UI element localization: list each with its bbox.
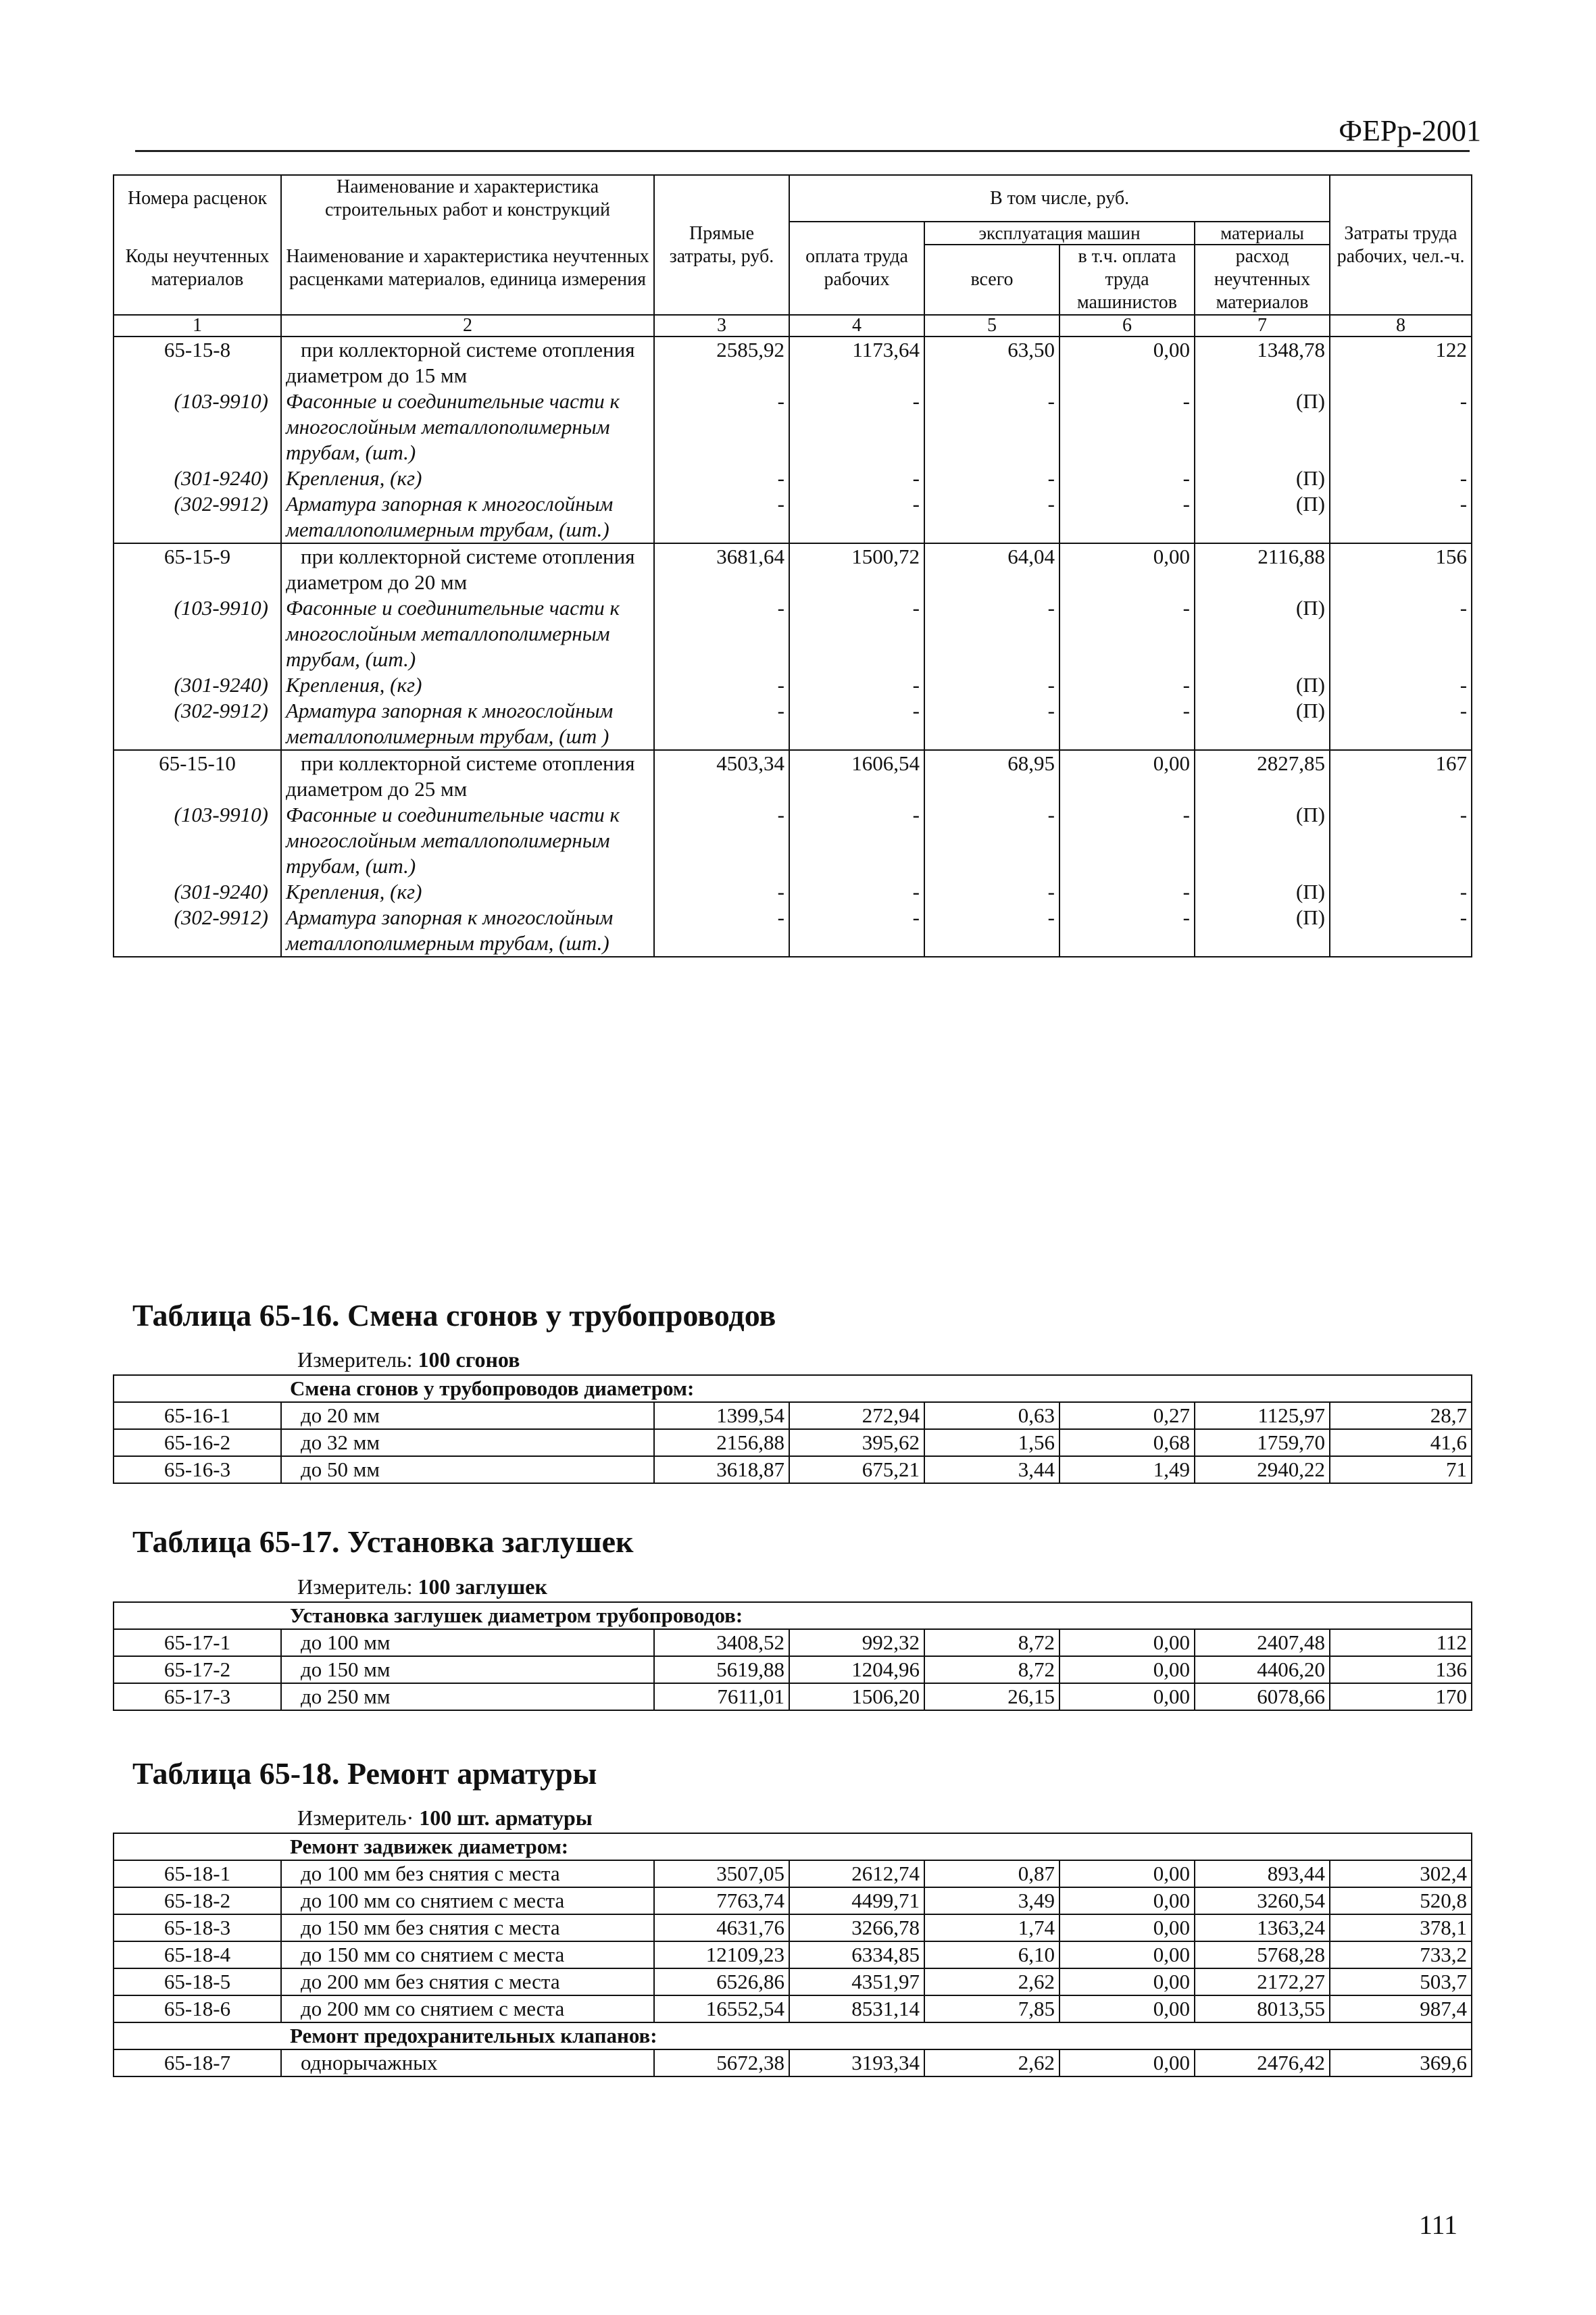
- header-total: всего: [924, 245, 1059, 315]
- table-row: [114, 491, 1472, 543]
- labor-pay-cell: 6334,85: [789, 1941, 924, 1968]
- code-cell: 65-15-10: [114, 750, 281, 802]
- materials-cell: 4406,20: [1195, 1656, 1330, 1683]
- labor-hours-cell: 41,6: [1330, 1429, 1472, 1456]
- table-row: [114, 1456, 1472, 1483]
- materials-cell: (П): [1195, 466, 1330, 491]
- table-65-17-title: Таблица 65-17. Установка заглушек: [132, 1524, 634, 1559]
- table-65-18: [113, 1833, 1472, 2077]
- code-cell: 65-15-9: [114, 543, 281, 595]
- materials-cell: 893,44: [1195, 1860, 1330, 1887]
- labor-pay-cell: 1506,20: [789, 1683, 924, 1710]
- operator-pay-cell: 0,00: [1059, 750, 1195, 802]
- name-cell: при коллекторной системе отопления диаметром до 15 мм: [281, 337, 654, 389]
- materials-cell: 6078,66: [1195, 1683, 1330, 1710]
- labor-hours-cell: -: [1330, 672, 1472, 698]
- direct-cost-cell: 5672,38: [654, 2049, 789, 2076]
- machines-cell: 6,10: [924, 1941, 1059, 1968]
- table-row: [114, 1860, 1472, 1887]
- table-65-17-meter: Измеритель: 100 заглушек: [297, 1574, 547, 1599]
- labor-hours-cell: -: [1330, 879, 1472, 905]
- direct-cost-cell: 7763,74: [654, 1887, 789, 1914]
- header-labor-pay: оплата труда рабочих: [789, 222, 924, 315]
- table-row: [114, 879, 1472, 905]
- table-row: [114, 1656, 1472, 1683]
- name-cell: до 150 мм со снятием с места: [281, 1941, 654, 1968]
- materials-cell: 3260,54: [1195, 1887, 1330, 1914]
- direct-cost-cell: 3408,52: [654, 1629, 789, 1656]
- labor-pay-cell: 8531,14: [789, 1995, 924, 2022]
- labor-hours-cell: 369,6: [1330, 2049, 1472, 2076]
- name-cell: Крепления, (кг): [281, 466, 654, 491]
- operator-pay-cell: 0,00: [1059, 337, 1195, 389]
- labor-pay-cell: 395,62: [789, 1429, 924, 1456]
- header-materials: материалы: [1195, 222, 1330, 245]
- direct-cost-cell: -: [654, 389, 789, 466]
- column-number: 1: [114, 315, 281, 337]
- column-number: 3: [654, 315, 789, 337]
- operator-pay-cell: 0,00: [1059, 1887, 1195, 1914]
- labor-pay-cell: -: [789, 491, 924, 543]
- direct-cost-cell: 3507,05: [654, 1860, 789, 1887]
- operator-pay-cell: 0,00: [1059, 2049, 1195, 2076]
- operator-pay-cell: 1,49: [1059, 1456, 1195, 1483]
- labor-hours-cell: 733,2: [1330, 1941, 1472, 1968]
- labor-pay-cell: -: [789, 802, 924, 879]
- table-row: [114, 389, 1472, 466]
- operator-pay-cell: -: [1059, 595, 1195, 672]
- labor-hours-cell: -: [1330, 905, 1472, 957]
- materials-cell: 2116,88: [1195, 543, 1330, 595]
- name-cell: до 20 мм: [281, 1402, 654, 1429]
- machines-cell: 3,44: [924, 1456, 1059, 1483]
- table-row: [114, 802, 1472, 879]
- table-row: [114, 543, 1472, 595]
- code-cell: 65-17-3: [114, 1683, 281, 1710]
- header-machines: эксплуатация машин: [924, 222, 1195, 245]
- section-header-row: [114, 1375, 1472, 1402]
- direct-cost-cell: 7611,01: [654, 1683, 789, 1710]
- name-cell: Крепления, (кг): [281, 672, 654, 698]
- labor-hours-cell: 503,7: [1330, 1968, 1472, 1995]
- direct-cost-cell: -: [654, 905, 789, 957]
- machines-cell: -: [924, 672, 1059, 698]
- code-cell: 65-17-1: [114, 1629, 281, 1656]
- machines-cell: 3,49: [924, 1887, 1059, 1914]
- operator-pay-cell: -: [1059, 698, 1195, 750]
- header-name2: Наименование и характеристика неучтенных расценками материалов, единица измерения: [281, 222, 654, 315]
- machines-cell: 7,85: [924, 1995, 1059, 2022]
- machines-cell: -: [924, 466, 1059, 491]
- name-cell: Крепления, (кг): [281, 879, 654, 905]
- labor-pay-cell: 4499,71: [789, 1887, 924, 1914]
- materials-cell: 8013,55: [1195, 1995, 1330, 2022]
- operator-pay-cell: 0,00: [1059, 1629, 1195, 1656]
- labor-pay-cell: 2612,74: [789, 1860, 924, 1887]
- materials-cell: 1759,70: [1195, 1429, 1330, 1456]
- direct-cost-cell: 3681,64: [654, 543, 789, 595]
- labor-pay-cell: 3193,34: [789, 2049, 924, 2076]
- column-numbers-row: [114, 315, 1472, 337]
- section-header: Смена сгонов у трубопроводов диаметром:: [114, 1375, 1472, 1402]
- machines-cell: -: [924, 879, 1059, 905]
- code-cell: (103-9910): [114, 389, 281, 466]
- code-cell: 65-18-1: [114, 1860, 281, 1887]
- labor-pay-cell: -: [789, 698, 924, 750]
- header-rule: [135, 150, 1470, 152]
- code-cell: (301-9240): [114, 879, 281, 905]
- section-header-row: [114, 2022, 1472, 2049]
- column-number: 6: [1059, 315, 1195, 337]
- table-row: [114, 750, 1472, 802]
- name-cell: однорычажных: [281, 2049, 654, 2076]
- materials-cell: 2476,42: [1195, 2049, 1330, 2076]
- name-cell: до 200 мм со снятием с места: [281, 1995, 654, 2022]
- machines-cell: -: [924, 905, 1059, 957]
- labor-pay-cell: -: [789, 389, 924, 466]
- table-65-16-title: Таблица 65-16. Смена сгонов у трубопроводов: [132, 1298, 776, 1333]
- table-row: [114, 1402, 1472, 1429]
- labor-hours-cell: 170: [1330, 1683, 1472, 1710]
- materials-cell: (П): [1195, 802, 1330, 879]
- materials-cell: 1363,24: [1195, 1914, 1330, 1941]
- table-row: [114, 672, 1472, 698]
- code-cell: 65-18-3: [114, 1914, 281, 1941]
- name-cell: до 100 мм без снятия с места: [281, 1860, 654, 1887]
- machines-cell: -: [924, 698, 1059, 750]
- direct-cost-cell: -: [654, 802, 789, 879]
- direct-cost-cell: 2585,92: [654, 337, 789, 389]
- header-direct-costs: Прямые затраты, руб.: [654, 175, 789, 315]
- code-cell: (103-9910): [114, 595, 281, 672]
- direct-cost-cell: -: [654, 466, 789, 491]
- operator-pay-cell: 0,00: [1059, 1860, 1195, 1887]
- header-including: В том числе, руб.: [789, 175, 1330, 222]
- operator-pay-cell: 0,00: [1059, 1656, 1195, 1683]
- machines-cell: 2,62: [924, 1968, 1059, 1995]
- direct-cost-cell: -: [654, 879, 789, 905]
- labor-pay-cell: 1500,72: [789, 543, 924, 595]
- operator-pay-cell: -: [1059, 879, 1195, 905]
- machines-cell: 8,72: [924, 1656, 1059, 1683]
- direct-cost-cell: 2156,88: [654, 1429, 789, 1456]
- machines-cell: 68,95: [924, 750, 1059, 802]
- labor-hours-cell: 156: [1330, 543, 1472, 595]
- table-65-18-title: Таблица 65-18. Ремонт арматуры: [132, 1756, 597, 1791]
- direct-cost-cell: 12109,23: [654, 1941, 789, 1968]
- operator-pay-cell: -: [1059, 389, 1195, 466]
- labor-hours-cell: -: [1330, 595, 1472, 672]
- operator-pay-cell: 0,00: [1059, 1683, 1195, 1710]
- materials-cell: 2172,27: [1195, 1968, 1330, 1995]
- name-cell: Фасонные и соединительные части к многослойным металлополимерным трубам, (шт.): [281, 595, 654, 672]
- name-cell: Фасонные и соединительные части к многослойным металлополимерным трубам, (шт.): [281, 802, 654, 879]
- labor-hours-cell: -: [1330, 802, 1472, 879]
- direct-cost-cell: -: [654, 595, 789, 672]
- name-cell: до 150 мм: [281, 1656, 654, 1683]
- materials-cell: 2407,48: [1195, 1629, 1330, 1656]
- name-cell: Фасонные и соединительные части к многослойным металлополимерным трубам, (шт.): [281, 389, 654, 466]
- page-number: 111: [1418, 2210, 1457, 2240]
- machines-cell: 26,15: [924, 1683, 1059, 1710]
- machines-cell: 64,04: [924, 543, 1059, 595]
- labor-pay-cell: 3266,78: [789, 1914, 924, 1941]
- code-cell: 65-17-2: [114, 1656, 281, 1683]
- name-cell: Арматура запорная к многослойным металлополимерным трубам, (шт.): [281, 491, 654, 543]
- labor-hours-cell: -: [1330, 466, 1472, 491]
- materials-cell: 2940,22: [1195, 1456, 1330, 1483]
- column-number: 8: [1330, 315, 1472, 337]
- table-row: [114, 337, 1472, 389]
- machines-cell: -: [924, 389, 1059, 466]
- header-number: Номера расценок: [114, 175, 281, 222]
- section-header: Ремонт задвижек диаметром:: [114, 1833, 1472, 1860]
- code-cell: (302-9912): [114, 905, 281, 957]
- code-cell: 65-18-4: [114, 1941, 281, 1968]
- code-cell: 65-18-2: [114, 1887, 281, 1914]
- direct-cost-cell: 16552,54: [654, 1995, 789, 2022]
- table-row: [114, 466, 1472, 491]
- code-cell: (301-9240): [114, 466, 281, 491]
- direct-cost-cell: 6526,86: [654, 1968, 789, 1995]
- labor-hours-cell: 987,4: [1330, 1995, 1472, 2022]
- labor-hours-cell: 71: [1330, 1456, 1472, 1483]
- direct-cost-cell: 3618,87: [654, 1456, 789, 1483]
- machines-cell: 63,50: [924, 337, 1059, 389]
- column-number: 7: [1195, 315, 1330, 337]
- labor-pay-cell: 675,21: [789, 1456, 924, 1483]
- materials-cell: (П): [1195, 879, 1330, 905]
- section-header: Установка заглушек диаметром трубопроводов:: [114, 1602, 1472, 1629]
- operator-pay-cell: 0,00: [1059, 543, 1195, 595]
- labor-hours-cell: 167: [1330, 750, 1472, 802]
- name-cell: до 100 мм со снятием с места: [281, 1887, 654, 1914]
- labor-pay-cell: 992,32: [789, 1629, 924, 1656]
- code-cell: 65-18-5: [114, 1968, 281, 1995]
- machines-cell: 1,56: [924, 1429, 1059, 1456]
- table-65-17: [113, 1601, 1472, 1711]
- main-rates-table: [113, 174, 1472, 957]
- labor-hours-cell: 112: [1330, 1629, 1472, 1656]
- column-number: 5: [924, 315, 1059, 337]
- header-codes: Коды неучтенных материалов: [114, 222, 281, 315]
- name-cell: до 100 мм: [281, 1629, 654, 1656]
- name-cell: Арматура запорная к многослойным металлополимерным трубам, (шт.): [281, 905, 654, 957]
- direct-cost-cell: -: [654, 491, 789, 543]
- operator-pay-cell: -: [1059, 491, 1195, 543]
- table-row: [114, 1429, 1472, 1456]
- code-cell: 65-16-1: [114, 1402, 281, 1429]
- machines-cell: -: [924, 491, 1059, 543]
- table-row: [114, 1683, 1472, 1710]
- code-cell: (301-9240): [114, 672, 281, 698]
- name-cell: до 150 мм без снятия с места: [281, 1914, 654, 1941]
- labor-hours-cell: -: [1330, 698, 1472, 750]
- operator-pay-cell: -: [1059, 802, 1195, 879]
- code-cell: 65-16-3: [114, 1456, 281, 1483]
- name-cell: до 32 мм: [281, 1429, 654, 1456]
- code-cell: (103-9910): [114, 802, 281, 879]
- materials-cell: (П): [1195, 491, 1330, 543]
- labor-pay-cell: -: [789, 595, 924, 672]
- code-cell: (302-9912): [114, 491, 281, 543]
- labor-pay-cell: -: [789, 905, 924, 957]
- header-mat-cost: расход неучтенных материалов: [1195, 245, 1330, 315]
- machines-cell: 8,72: [924, 1629, 1059, 1656]
- operator-pay-cell: 0,00: [1059, 1995, 1195, 2022]
- section-header-row: [114, 1602, 1472, 1629]
- name-cell: до 50 мм: [281, 1456, 654, 1483]
- column-number: 2: [281, 315, 654, 337]
- table-65-16: [113, 1374, 1472, 1484]
- labor-pay-cell: -: [789, 879, 924, 905]
- materials-cell: (П): [1195, 389, 1330, 466]
- labor-hours-cell: -: [1330, 491, 1472, 543]
- operator-pay-cell: 0,68: [1059, 1429, 1195, 1456]
- labor-hours-cell: 378,1: [1330, 1914, 1472, 1941]
- labor-pay-cell: -: [789, 466, 924, 491]
- machines-cell: -: [924, 802, 1059, 879]
- labor-hours-cell: 136: [1330, 1656, 1472, 1683]
- header-operator-pay: в т.ч. оплата труда машинистов: [1059, 245, 1195, 315]
- labor-hours-cell: 28,7: [1330, 1402, 1472, 1429]
- materials-cell: 1348,78: [1195, 337, 1330, 389]
- table-row: [114, 2049, 1472, 2076]
- name-cell: до 250 мм: [281, 1683, 654, 1710]
- labor-pay-cell: 1173,64: [789, 337, 924, 389]
- labor-hours-cell: 302,4: [1330, 1860, 1472, 1887]
- materials-cell: 2827,85: [1195, 750, 1330, 802]
- table-row: [114, 1914, 1472, 1941]
- labor-pay-cell: -: [789, 672, 924, 698]
- machines-cell: 0,87: [924, 1860, 1059, 1887]
- table-65-16-meter: Измеритель: 100 сгонов: [297, 1347, 520, 1372]
- operator-pay-cell: -: [1059, 466, 1195, 491]
- machines-cell: 0,63: [924, 1402, 1059, 1429]
- table-row: [114, 905, 1472, 957]
- table-row: [114, 1995, 1472, 2022]
- header-labor-hours: Затраты труда рабочих, чел.-ч.: [1330, 175, 1472, 315]
- section-header-row: [114, 1833, 1472, 1860]
- code-cell: 65-18-6: [114, 1995, 281, 2022]
- operator-pay-cell: 0,27: [1059, 1402, 1195, 1429]
- machines-cell: 1,74: [924, 1914, 1059, 1941]
- direct-cost-cell: 1399,54: [654, 1402, 789, 1429]
- labor-pay-cell: 4351,97: [789, 1968, 924, 1995]
- materials-cell: (П): [1195, 905, 1330, 957]
- direct-cost-cell: -: [654, 698, 789, 750]
- labor-pay-cell: 1204,96: [789, 1656, 924, 1683]
- machines-cell: 2,62: [924, 2049, 1059, 2076]
- operator-pay-cell: -: [1059, 672, 1195, 698]
- operator-pay-cell: 0,00: [1059, 1914, 1195, 1941]
- labor-pay-cell: 1606,54: [789, 750, 924, 802]
- table-row: [114, 595, 1472, 672]
- code-cell: (302-9912): [114, 698, 281, 750]
- materials-cell: 1125,97: [1195, 1402, 1330, 1429]
- labor-hours-cell: 122: [1330, 337, 1472, 389]
- operator-pay-cell: 0,00: [1059, 1941, 1195, 1968]
- operator-pay-cell: -: [1059, 905, 1195, 957]
- direct-cost-cell: -: [654, 672, 789, 698]
- code-cell: 65-18-7: [114, 2049, 281, 2076]
- materials-cell: (П): [1195, 672, 1330, 698]
- direct-cost-cell: 4631,76: [654, 1914, 789, 1941]
- table-row: [114, 1941, 1472, 1968]
- name-cell: при коллекторной системе отопления диаметром до 25 мм: [281, 750, 654, 802]
- document-code: ФЕРр-2001: [1339, 114, 1481, 147]
- header-name: Наименование и характеристика строительных работ и конструкций: [281, 175, 654, 222]
- materials-cell: (П): [1195, 595, 1330, 672]
- name-cell: при коллекторной системе отопления диаметром до 20 мм: [281, 543, 654, 595]
- name-cell: Арматура запорная к многослойным металлополимерным трубам, (шт ): [281, 698, 654, 750]
- materials-cell: (П): [1195, 698, 1330, 750]
- direct-cost-cell: 5619,88: [654, 1656, 789, 1683]
- table-row: [114, 1629, 1472, 1656]
- section-header: Ремонт предохранительных клапанов:: [114, 2022, 1472, 2049]
- column-number: 4: [789, 315, 924, 337]
- table-row: [114, 698, 1472, 750]
- labor-hours-cell: -: [1330, 389, 1472, 466]
- machines-cell: -: [924, 595, 1059, 672]
- table-row: [114, 1887, 1472, 1914]
- materials-cell: 5768,28: [1195, 1941, 1330, 1968]
- labor-hours-cell: 520,8: [1330, 1887, 1472, 1914]
- name-cell: до 200 мм без снятия с места: [281, 1968, 654, 1995]
- table-row: [114, 1968, 1472, 1995]
- operator-pay-cell: 0,00: [1059, 1968, 1195, 1995]
- code-cell: 65-16-2: [114, 1429, 281, 1456]
- code-cell: 65-15-8: [114, 337, 281, 389]
- labor-pay-cell: 272,94: [789, 1402, 924, 1429]
- table-65-18-meter: Измеритель· 100 шт. арматуры: [297, 1806, 593, 1830]
- direct-cost-cell: 4503,34: [654, 750, 789, 802]
